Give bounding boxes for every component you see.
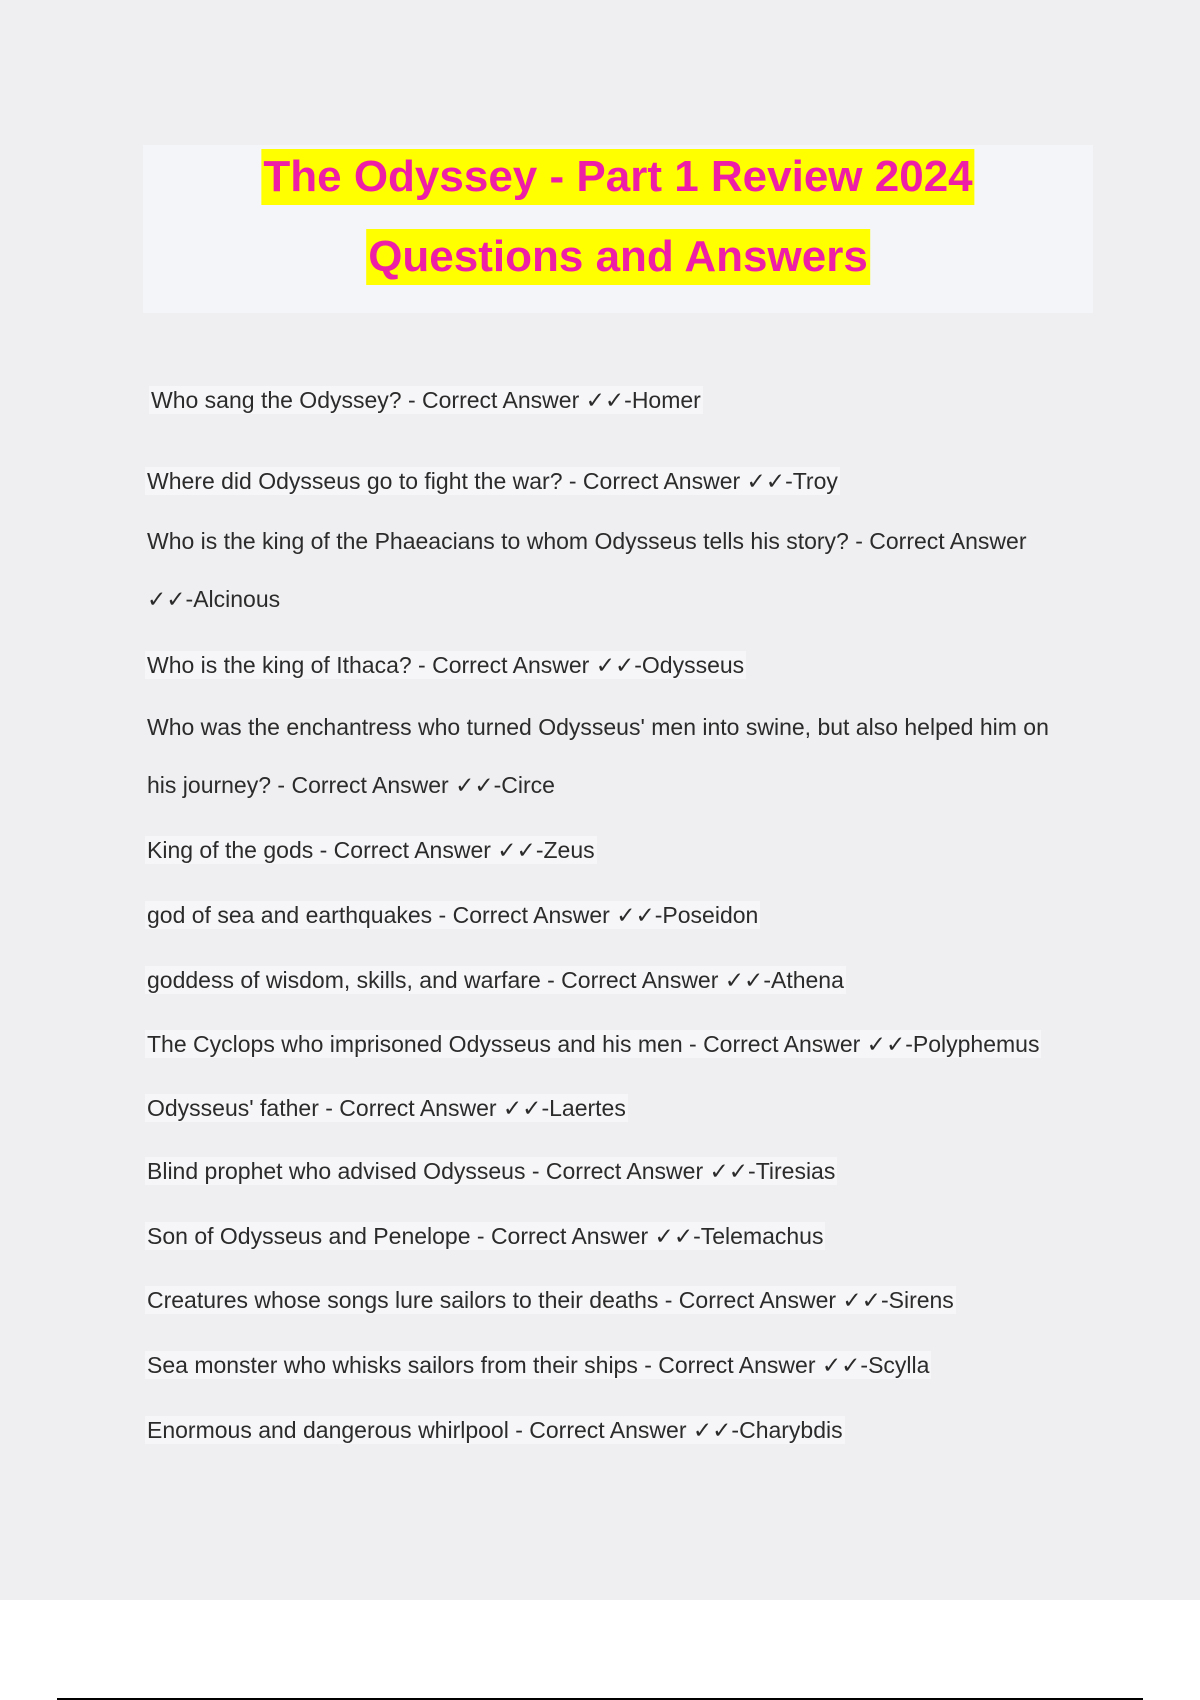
qa-item-sirens: Creatures whose songs lure sailors to their deaths - Correct Answer ✓✓-Sirens — [147, 1287, 954, 1313]
qa-item-homer: Who sang the Odyssey? - Correct Answer ✓✓-Homer — [151, 387, 701, 413]
qa-item-athena: goddess of wisdom, skills, and warfare - Correct Answer ✓✓-Athena — [147, 967, 844, 993]
page-title-line-1: The Odyssey - Part 1 Review 2024 — [261, 149, 974, 205]
qa-item-troy: Where did Odysseus go to fight the war? - Correct Answer ✓✓-Troy — [147, 468, 838, 494]
qa-item-alcinous: Who is the king of the Phaeacians to whom Odysseus tells his story? - Correct Answer ✓✓-Alcinous — [147, 528, 1027, 612]
page-title-line-2: Questions and Answers — [366, 229, 870, 285]
title-block — [143, 145, 1093, 313]
qa-item-poseidon: god of sea and earthquakes - Correct Answer ✓✓-Poseidon — [147, 902, 759, 928]
qa-item-telemachus: Son of Odysseus and Penelope - Correct Answer ✓✓-Telemachus — [147, 1223, 824, 1249]
qa-item-scylla: Sea monster who whisks sailors from their ships - Correct Answer ✓✓-Scylla — [147, 1352, 930, 1378]
qa-item-laertes: Odysseus' father - Correct Answer ✓✓-Laertes — [147, 1095, 626, 1121]
qa-item-zeus: King of the gods - Correct Answer ✓✓-Zeus — [147, 837, 595, 863]
qa-item-polyphemus: The Cyclops who imprisoned Odysseus and his men - Correct Answer ✓✓-Polyphemus — [147, 1031, 1040, 1057]
qa-item-charybdis: Enormous and dangerous whirlpool - Correct Answer ✓✓-Charybdis — [147, 1417, 843, 1443]
qa-item-odysseus: Who is the king of Ithaca? - Correct Answer ✓✓-Odysseus — [147, 652, 745, 678]
qa-item-tiresias: Blind prophet who advised Odysseus - Correct Answer ✓✓-Tiresias — [147, 1158, 836, 1184]
qa-item-circe: Who was the enchantress who turned Odysseus' men into swine, but also helped him on his journey? - Correct Answer ✓✓-Circe — [147, 714, 1049, 798]
